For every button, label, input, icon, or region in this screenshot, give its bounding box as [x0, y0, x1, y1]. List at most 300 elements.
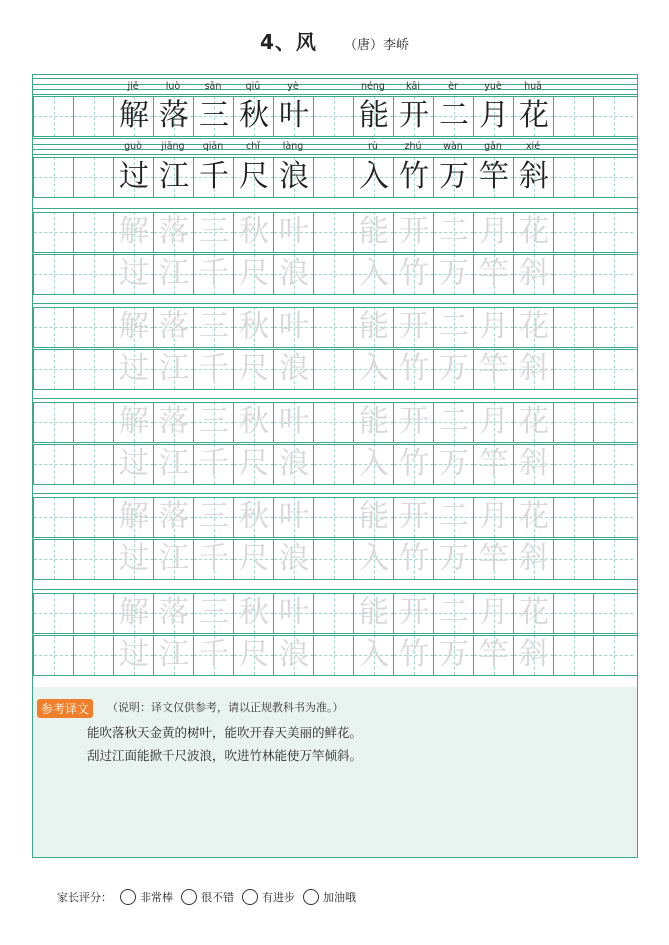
pinyin-syllable: rù — [368, 141, 378, 152]
trace-character: 斜 — [519, 541, 549, 576]
trace-character: 秋 — [239, 499, 269, 534]
trace-row — [33, 593, 637, 633]
grid-cell — [393, 212, 433, 252]
trace-character: 解 — [119, 499, 149, 534]
model-character: 过 — [119, 159, 149, 194]
trace-character: 江 — [159, 351, 189, 386]
grid-cell — [353, 212, 393, 252]
grid-cell — [33, 96, 73, 136]
grid-cell — [473, 635, 513, 675]
grid-cell — [513, 635, 553, 675]
model-character: 月 — [479, 98, 509, 133]
grid-cell — [393, 307, 433, 347]
trace-character: 叶 — [279, 214, 309, 249]
trace-row — [33, 212, 637, 252]
trace-character: 月 — [479, 595, 509, 630]
grid-cell — [113, 497, 153, 537]
grid-cell — [473, 254, 513, 294]
grid-cell — [553, 444, 593, 484]
pinyin-syllable: néng — [361, 81, 385, 92]
grid-cell — [433, 349, 473, 389]
trace-character: 叶 — [279, 499, 309, 534]
grid-cell — [553, 635, 593, 675]
grid-cell — [473, 212, 513, 252]
grid-cell — [393, 497, 433, 537]
rating-option-3[interactable] — [234, 889, 295, 905]
trace-character: 叶 — [279, 309, 309, 344]
grid-cell — [433, 593, 473, 633]
grid-cell — [513, 157, 553, 197]
trace-row — [33, 307, 637, 347]
grid-cell — [553, 402, 593, 442]
trace-character: 三 — [199, 499, 229, 534]
grid-cell — [233, 497, 273, 537]
grid-cell — [73, 539, 113, 579]
grid-line — [33, 197, 637, 198]
trace-character: 竹 — [399, 446, 429, 481]
grid-cell — [513, 307, 553, 347]
grid-cell — [513, 212, 553, 252]
trace-character: 开 — [399, 404, 429, 439]
radio-circle-icon[interactable] — [181, 889, 197, 905]
trace-character: 竹 — [399, 541, 429, 576]
trace-character: 过 — [119, 256, 149, 291]
grid-cell — [273, 212, 313, 252]
trace-character: 三 — [199, 404, 229, 439]
grid-cell — [473, 402, 513, 442]
rating-option-label: 加油哦 — [323, 891, 356, 904]
trace-character: 能 — [359, 309, 389, 344]
pinyin-syllable: chǐ — [246, 141, 260, 152]
trace-character: 江 — [159, 446, 189, 481]
trace-character: 能 — [359, 404, 389, 439]
trace-character: 花 — [519, 309, 549, 344]
trace-character: 二 — [439, 499, 469, 534]
trace-character: 二 — [439, 595, 469, 630]
grid-cell — [393, 635, 433, 675]
model-character: 二 — [439, 98, 469, 133]
reference-badge: 参考译文 — [37, 699, 93, 718]
grid-cell — [273, 444, 313, 484]
trace-character: 能 — [359, 499, 389, 534]
grid-cell — [393, 593, 433, 633]
trace-character: 万 — [439, 351, 469, 386]
grid-cell — [113, 157, 153, 197]
grid-cell — [153, 349, 193, 389]
radio-circle-icon[interactable] — [242, 889, 258, 905]
trace-character: 开 — [399, 309, 429, 344]
grid-cell — [153, 254, 193, 294]
rating-option-label: 有进步 — [262, 891, 295, 904]
trace-character: 叶 — [279, 595, 309, 630]
trace-character: 过 — [119, 446, 149, 481]
grid-cell — [33, 307, 73, 347]
grid-cell — [353, 349, 393, 389]
grid-cell — [113, 254, 153, 294]
grid-cell — [33, 349, 73, 389]
grid-cell — [553, 497, 593, 537]
trace-character: 竿 — [479, 351, 509, 386]
trace-character: 花 — [519, 595, 549, 630]
model-character: 落 — [159, 98, 189, 133]
grid-line — [33, 493, 637, 494]
grid-cell — [553, 593, 593, 633]
pinyin-syllable: èr — [448, 81, 458, 92]
grid-cell — [393, 254, 433, 294]
model-row — [33, 96, 637, 136]
grid-cell — [113, 593, 153, 633]
grid-cell — [593, 444, 633, 484]
grid-cell — [593, 307, 633, 347]
grid-cell — [73, 593, 113, 633]
trace-row — [33, 539, 637, 579]
grid-line — [33, 484, 637, 485]
grid-cell — [153, 402, 193, 442]
grid-cell — [593, 96, 633, 136]
grid-cell — [73, 444, 113, 484]
grid-cell — [593, 593, 633, 633]
grid-cell — [33, 497, 73, 537]
grid-cell — [33, 212, 73, 252]
trace-character: 月 — [479, 309, 509, 344]
grid-cell — [593, 497, 633, 537]
grid-cell — [473, 593, 513, 633]
grid-cell — [353, 444, 393, 484]
grid-cell — [313, 212, 353, 252]
radio-circle-icon[interactable] — [120, 889, 136, 905]
grid-cell — [593, 539, 633, 579]
pinyin-syllable: làng — [282, 141, 304, 152]
trace-character: 落 — [159, 595, 189, 630]
grid-cell — [113, 212, 153, 252]
trace-character: 解 — [119, 404, 149, 439]
grid-cell — [73, 212, 113, 252]
trace-character: 开 — [399, 595, 429, 630]
grid-cell — [113, 96, 153, 136]
grid-cell — [473, 497, 513, 537]
grid-cell — [313, 254, 353, 294]
model-character: 千 — [199, 159, 229, 194]
grid-cell — [433, 307, 473, 347]
trace-character: 斜 — [519, 256, 549, 291]
trace-character: 江 — [159, 637, 189, 672]
grid-cell — [433, 402, 473, 442]
grid-cell — [353, 254, 393, 294]
pinyin-syllable: qiū — [245, 81, 261, 92]
model-character: 开 — [399, 98, 429, 133]
trace-character: 竿 — [479, 256, 509, 291]
grid-cell — [193, 307, 233, 347]
trace-row — [33, 635, 637, 675]
pinyin-syllable: xié — [525, 141, 541, 152]
grid-cell — [73, 254, 113, 294]
trace-character: 万 — [439, 446, 469, 481]
grid-cell — [233, 157, 273, 197]
grid-cell — [193, 96, 233, 136]
grid-cell — [193, 212, 233, 252]
rating-label: 家长评分： — [57, 891, 112, 904]
grid-cell — [153, 212, 193, 252]
trace-character: 江 — [159, 541, 189, 576]
grid-cell — [113, 349, 153, 389]
trace-character: 秋 — [239, 595, 269, 630]
grid-cell — [593, 254, 633, 294]
trace-character: 落 — [159, 214, 189, 249]
trace-character: 月 — [479, 404, 509, 439]
grid-cell — [473, 307, 513, 347]
rating-option-4[interactable] — [295, 889, 356, 905]
trace-character: 尺 — [239, 256, 269, 291]
trace-character: 落 — [159, 404, 189, 439]
parent-rating — [57, 889, 356, 905]
grid-line — [33, 398, 637, 399]
grid-cell — [153, 635, 193, 675]
grid-cell — [273, 539, 313, 579]
trace-character: 落 — [159, 499, 189, 534]
grid-cell — [353, 635, 393, 675]
trace-character: 开 — [399, 499, 429, 534]
grid-cell — [273, 497, 313, 537]
grid-cell — [73, 402, 113, 442]
trace-character: 过 — [119, 637, 149, 672]
trace-character: 千 — [199, 351, 229, 386]
grid-line — [33, 442, 637, 443]
model-character: 三 — [199, 98, 229, 133]
radio-circle-icon[interactable] — [303, 889, 319, 905]
trace-character: 叶 — [279, 404, 309, 439]
grid-cell — [353, 539, 393, 579]
grid-cell — [153, 157, 193, 197]
trace-character: 能 — [359, 214, 389, 249]
grid-cell — [233, 212, 273, 252]
grid-line — [33, 537, 637, 538]
grid-cell — [513, 497, 553, 537]
grid-cell — [313, 497, 353, 537]
grid-cell — [353, 497, 393, 537]
grid-cell — [233, 254, 273, 294]
trace-character: 尺 — [239, 637, 269, 672]
pinyin-syllable: huā — [524, 81, 542, 92]
grid-cell — [553, 254, 593, 294]
grid-cell — [73, 635, 113, 675]
grid-cell — [33, 635, 73, 675]
grid-cell — [473, 96, 513, 136]
grid-cell — [193, 539, 233, 579]
trace-character: 斜 — [519, 351, 549, 386]
grid-cell — [33, 593, 73, 633]
trace-row — [33, 402, 637, 442]
trace-character: 竿 — [479, 446, 509, 481]
grid-cell — [313, 593, 353, 633]
grid-cell — [513, 444, 553, 484]
trace-character: 入 — [359, 351, 389, 386]
grid-cell — [313, 444, 353, 484]
grid-line — [33, 347, 637, 348]
trace-character: 斜 — [519, 637, 549, 672]
reference-panel — [33, 687, 637, 857]
grid-cell — [313, 349, 353, 389]
trace-character: 浪 — [279, 541, 309, 576]
grid-cell — [553, 539, 593, 579]
grid-cell — [353, 307, 393, 347]
trace-character: 浪 — [279, 446, 309, 481]
grid-line — [33, 252, 637, 253]
grid-cell — [233, 349, 273, 389]
grid-cell — [473, 444, 513, 484]
grid-cell — [153, 96, 193, 136]
trace-character: 竹 — [399, 351, 429, 386]
grid-cell — [593, 157, 633, 197]
grid-cell — [153, 539, 193, 579]
grid-cell — [433, 444, 473, 484]
trace-character: 斜 — [519, 446, 549, 481]
model-character: 斜 — [519, 159, 549, 194]
grid-cell — [233, 635, 273, 675]
grid-cell — [33, 402, 73, 442]
trace-character: 能 — [359, 595, 389, 630]
grid-cell — [113, 444, 153, 484]
grid-cell — [153, 593, 193, 633]
grid-cell — [73, 96, 113, 136]
grid-cell — [273, 593, 313, 633]
grid-cell — [273, 635, 313, 675]
model-row — [33, 157, 637, 197]
grid-cell — [153, 444, 193, 484]
grid-cell — [593, 635, 633, 675]
trace-character: 尺 — [239, 541, 269, 576]
pinyin-syllable: wàn — [443, 141, 463, 152]
trace-character: 秋 — [239, 214, 269, 249]
trace-character: 千 — [199, 637, 229, 672]
grid-cell — [513, 349, 553, 389]
poem-title — [0, 26, 669, 55]
trace-character: 花 — [519, 499, 549, 534]
model-character: 叶 — [279, 98, 309, 133]
grid-cell — [193, 254, 233, 294]
grid-cell — [233, 96, 273, 136]
reference-line-1: 能吹落秋天金黄的树叶，能吹开春天美丽的鲜花。 — [87, 725, 363, 740]
pinyin-syllable: zhú — [404, 141, 422, 152]
grid-cell — [393, 349, 433, 389]
grid-cell — [273, 157, 313, 197]
model-character: 秋 — [239, 98, 269, 133]
grid-cell — [153, 497, 193, 537]
grid-cell — [273, 349, 313, 389]
grid-cell — [473, 157, 513, 197]
trace-character: 浪 — [279, 256, 309, 291]
grid-cell — [393, 96, 433, 136]
model-character: 万 — [439, 159, 469, 194]
grid-cell — [273, 402, 313, 442]
grid-cell — [353, 593, 393, 633]
grid-cell — [273, 307, 313, 347]
grid-cell — [433, 635, 473, 675]
grid-cell — [73, 497, 113, 537]
rating-option-2[interactable] — [173, 889, 234, 905]
grid-cell — [393, 157, 433, 197]
grid-cell — [513, 539, 553, 579]
trace-character: 千 — [199, 256, 229, 291]
trace-character: 三 — [199, 214, 229, 249]
grid-cell — [33, 254, 73, 294]
rating-option-1[interactable] — [112, 889, 173, 905]
grid-cell — [433, 497, 473, 537]
trace-character: 万 — [439, 637, 469, 672]
pinyin-syllable: qiān — [202, 141, 224, 152]
grid-cell — [33, 539, 73, 579]
pinyin-syllable: yuè — [484, 81, 502, 92]
trace-character: 过 — [119, 351, 149, 386]
trace-row — [33, 497, 637, 537]
trace-character: 浪 — [279, 351, 309, 386]
grid-cell — [553, 349, 593, 389]
grid-line — [33, 303, 637, 304]
grid-cell — [593, 402, 633, 442]
grid-cell — [113, 307, 153, 347]
grid-cell — [313, 157, 353, 197]
rating-option-label: 很不错 — [201, 891, 234, 904]
grid-cell — [313, 307, 353, 347]
grid-cell — [433, 96, 473, 136]
trace-character: 过 — [119, 541, 149, 576]
trace-row — [33, 444, 637, 484]
trace-character: 落 — [159, 309, 189, 344]
trace-character: 二 — [439, 404, 469, 439]
grid-cell — [153, 307, 193, 347]
trace-character: 竹 — [399, 637, 429, 672]
model-character: 尺 — [239, 159, 269, 194]
grid-cell — [433, 254, 473, 294]
trace-character: 浪 — [279, 637, 309, 672]
trace-character: 三 — [199, 309, 229, 344]
title-dynasty: （唐） — [343, 38, 383, 53]
trace-character: 千 — [199, 541, 229, 576]
grid-cell — [73, 307, 113, 347]
grid-cell — [193, 402, 233, 442]
grid-cell — [273, 96, 313, 136]
grid-line — [33, 294, 637, 295]
grid-cell — [73, 349, 113, 389]
trace-character: 万 — [439, 256, 469, 291]
trace-character: 解 — [119, 595, 149, 630]
pinyin-row — [33, 78, 637, 95]
trace-row — [33, 349, 637, 389]
model-character: 解 — [119, 98, 149, 133]
grid-cell — [193, 497, 233, 537]
grid-cell — [473, 539, 513, 579]
pinyin-syllable: sān — [204, 81, 222, 92]
grid-cell — [553, 307, 593, 347]
grid-cell — [353, 402, 393, 442]
pinyin-syllable: kāi — [406, 81, 420, 92]
grid-cell — [113, 635, 153, 675]
trace-character: 二 — [439, 214, 469, 249]
grid-line — [33, 633, 637, 634]
model-character: 江 — [159, 159, 189, 194]
grid-cell — [113, 402, 153, 442]
trace-character: 竿 — [479, 541, 509, 576]
trace-character: 竹 — [399, 256, 429, 291]
grid-line — [33, 208, 637, 209]
trace-character: 万 — [439, 541, 469, 576]
grid-cell — [233, 402, 273, 442]
grid-cell — [513, 254, 553, 294]
grid-cell — [313, 539, 353, 579]
grid-cell — [353, 96, 393, 136]
pinyin-row — [33, 138, 637, 155]
trace-character: 尺 — [239, 446, 269, 481]
grid-line — [33, 389, 637, 390]
